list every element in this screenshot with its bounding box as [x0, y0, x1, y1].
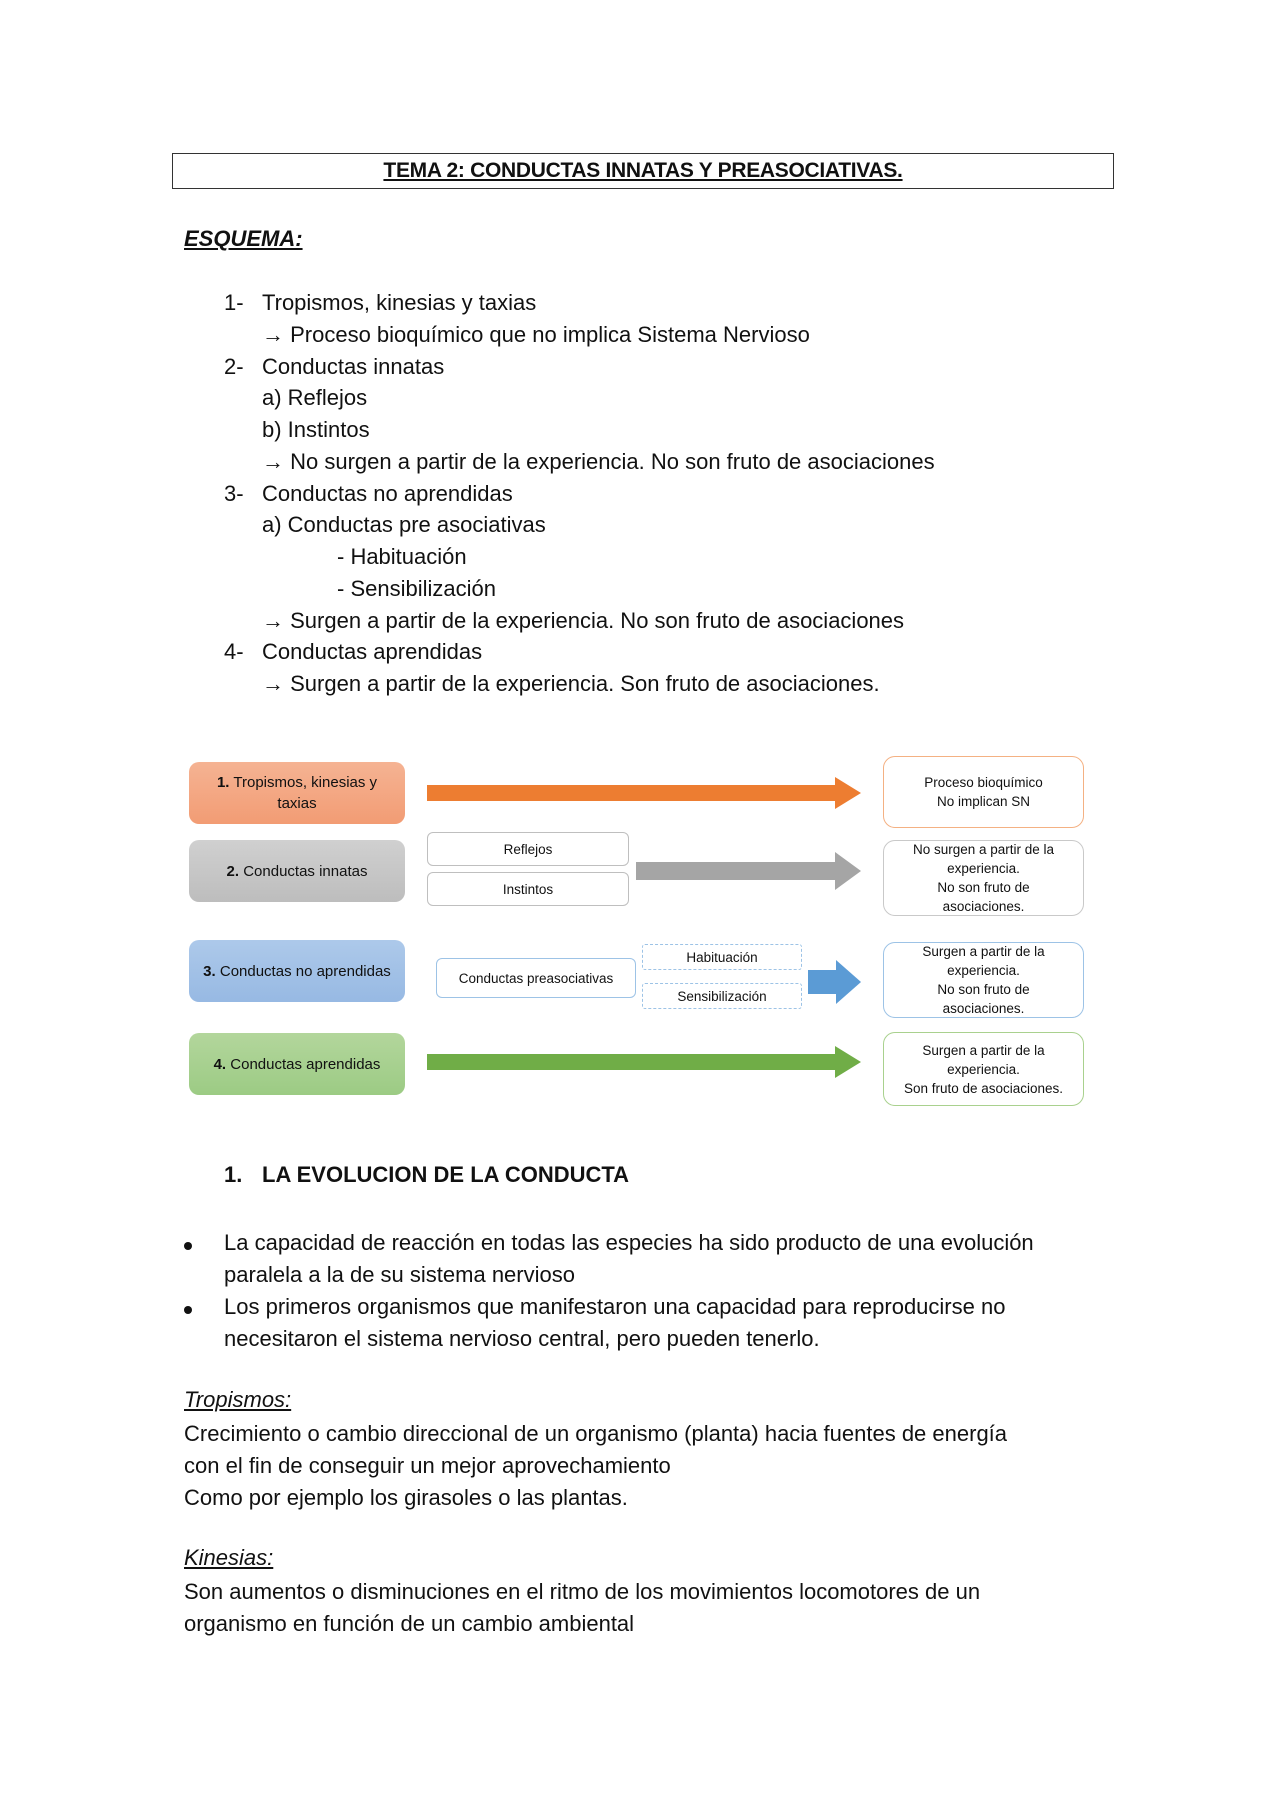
arrow-right-icon: [427, 777, 861, 809]
diagram-result-innatas: [883, 840, 1084, 916]
outline-item: Tropismos, kinesias y taxias: [262, 290, 537, 315]
diagram-label-aprendidas: [189, 1033, 405, 1095]
label-number: 1.: [216, 774, 230, 791]
diagram-box-instintos: Instintos: [427, 872, 629, 906]
result-line: No implican SN: [936, 794, 1031, 809]
outline-num: 3-: [224, 481, 244, 506]
outline-subitem: a) Reflejos: [262, 385, 368, 410]
diagram-result-aprendidas: [883, 1032, 1084, 1106]
outline-subitem: b) Instintos: [262, 417, 370, 442]
arrow-right-icon: [808, 960, 861, 1004]
diagram-box-habituacion: Habituación: [642, 944, 802, 970]
label-number: 2.: [226, 862, 240, 880]
label-text: Tropismos, kinesias y taxias: [229, 774, 378, 812]
outline-subitem: - Habituación: [337, 544, 467, 569]
outline-item: Conductas aprendidas: [262, 639, 483, 664]
document-title: TEMA 2: CONDUCTAS INNATAS Y PREASOCIATIVAS.: [383, 159, 903, 182]
arrow-right-icon: [636, 852, 861, 890]
outline-subitem: → Proceso bioquímico que no implica Sistema Nervioso: [262, 322, 810, 347]
bullet-icon: [184, 1306, 192, 1314]
arrow-right-icon: [427, 1046, 861, 1078]
section-number: 1.: [224, 1162, 243, 1187]
outline-subitem: - Sensibilización: [337, 576, 496, 601]
label-text: Conductas no aprendidas: [215, 962, 391, 980]
outline-item: Conductas no aprendidas: [262, 481, 513, 506]
result-line: No surgen a partir de la: [912, 842, 1055, 857]
diagram-box-preasociativas: Conductas preasociativas: [436, 958, 636, 998]
tropismos-line: con el fin de conseguir un mejor aprovechamiento: [184, 1453, 671, 1478]
diagram-result-tropismos: [883, 756, 1084, 828]
kinesias-line: organismo en función de un cambio ambiental: [184, 1611, 635, 1636]
diagram-box-sensibilizacion: Sensibilización: [642, 983, 802, 1009]
bullet-text: Los primeros organismos que manifestaron una capacidad para reproducirse no necesitaron el sistema nervioso central, pero pueden tenerlo.: [224, 1294, 1006, 1351]
result-line: Surgen a partir de la: [922, 1042, 1045, 1058]
tropismos-heading: Tropismos:: [184, 1387, 292, 1412]
section-heading: LA EVOLUCION DE LA CONDUCTA: [262, 1162, 630, 1187]
result-line: experiencia.: [947, 963, 1020, 978]
esquema-heading: ESQUEMA:: [184, 226, 303, 251]
tropismos-line: Como por ejemplo los girasoles o las plantas.: [184, 1485, 628, 1510]
diagram-result-no-aprendidas: [883, 942, 1084, 1018]
kinesias-heading: Kinesias:: [184, 1545, 274, 1570]
diagram-label-tropismos: [189, 762, 405, 824]
result-line: asociaciones.: [942, 1001, 1025, 1016]
result-line: Son fruto de asociaciones.: [903, 1080, 1064, 1096]
result-line: No son fruto de: [937, 982, 1030, 997]
outline-num: 1-: [224, 290, 244, 315]
result-line: asociaciones.: [942, 899, 1025, 914]
label-text: Conductas aprendidas: [226, 1055, 381, 1073]
outline-subitem: → No surgen a partir de la experiencia. No son fruto de asociaciones: [262, 449, 935, 474]
result-line: No son fruto de: [937, 880, 1030, 895]
diagram-label-no-aprendidas: [189, 940, 405, 1002]
result-line: experiencia.: [947, 861, 1020, 876]
result-line: Surgen a partir de la: [922, 944, 1045, 959]
label-number: 4.: [213, 1055, 227, 1073]
tropismos-line: Crecimiento o cambio direccional de un organismo (planta) hacia fuentes de energía: [184, 1421, 1008, 1446]
document-title-box: [172, 153, 1114, 189]
diagram-label-innatas: [189, 840, 405, 902]
bullet-text: La capacidad de reacción en todas las especies ha sido producto de una evolución paralela a la de su sistema nervioso: [224, 1230, 1034, 1287]
outline-subitem: a) Conductas pre asociativas: [262, 512, 546, 537]
outline-subitem: → Surgen a partir de la experiencia. No son fruto de asociaciones: [262, 608, 905, 633]
outline-item: Conductas innatas: [262, 354, 445, 379]
label-text: Conductas innatas: [239, 862, 368, 880]
outline-subitem: → Surgen a partir de la experiencia. Son fruto de asociaciones.: [262, 671, 880, 696]
result-line: experiencia.: [947, 1061, 1020, 1077]
outline-num: 2-: [224, 354, 244, 379]
bullet-icon: [184, 1242, 192, 1250]
label-number: 3.: [203, 962, 216, 980]
diagram-box-reflejos: Reflejos: [427, 832, 629, 866]
outline-num: 4-: [224, 639, 244, 664]
kinesias-line: Son aumentos o disminuciones en el ritmo de los movimientos locomotores de un: [184, 1579, 981, 1604]
result-line: Proceso bioquímico: [924, 775, 1043, 790]
